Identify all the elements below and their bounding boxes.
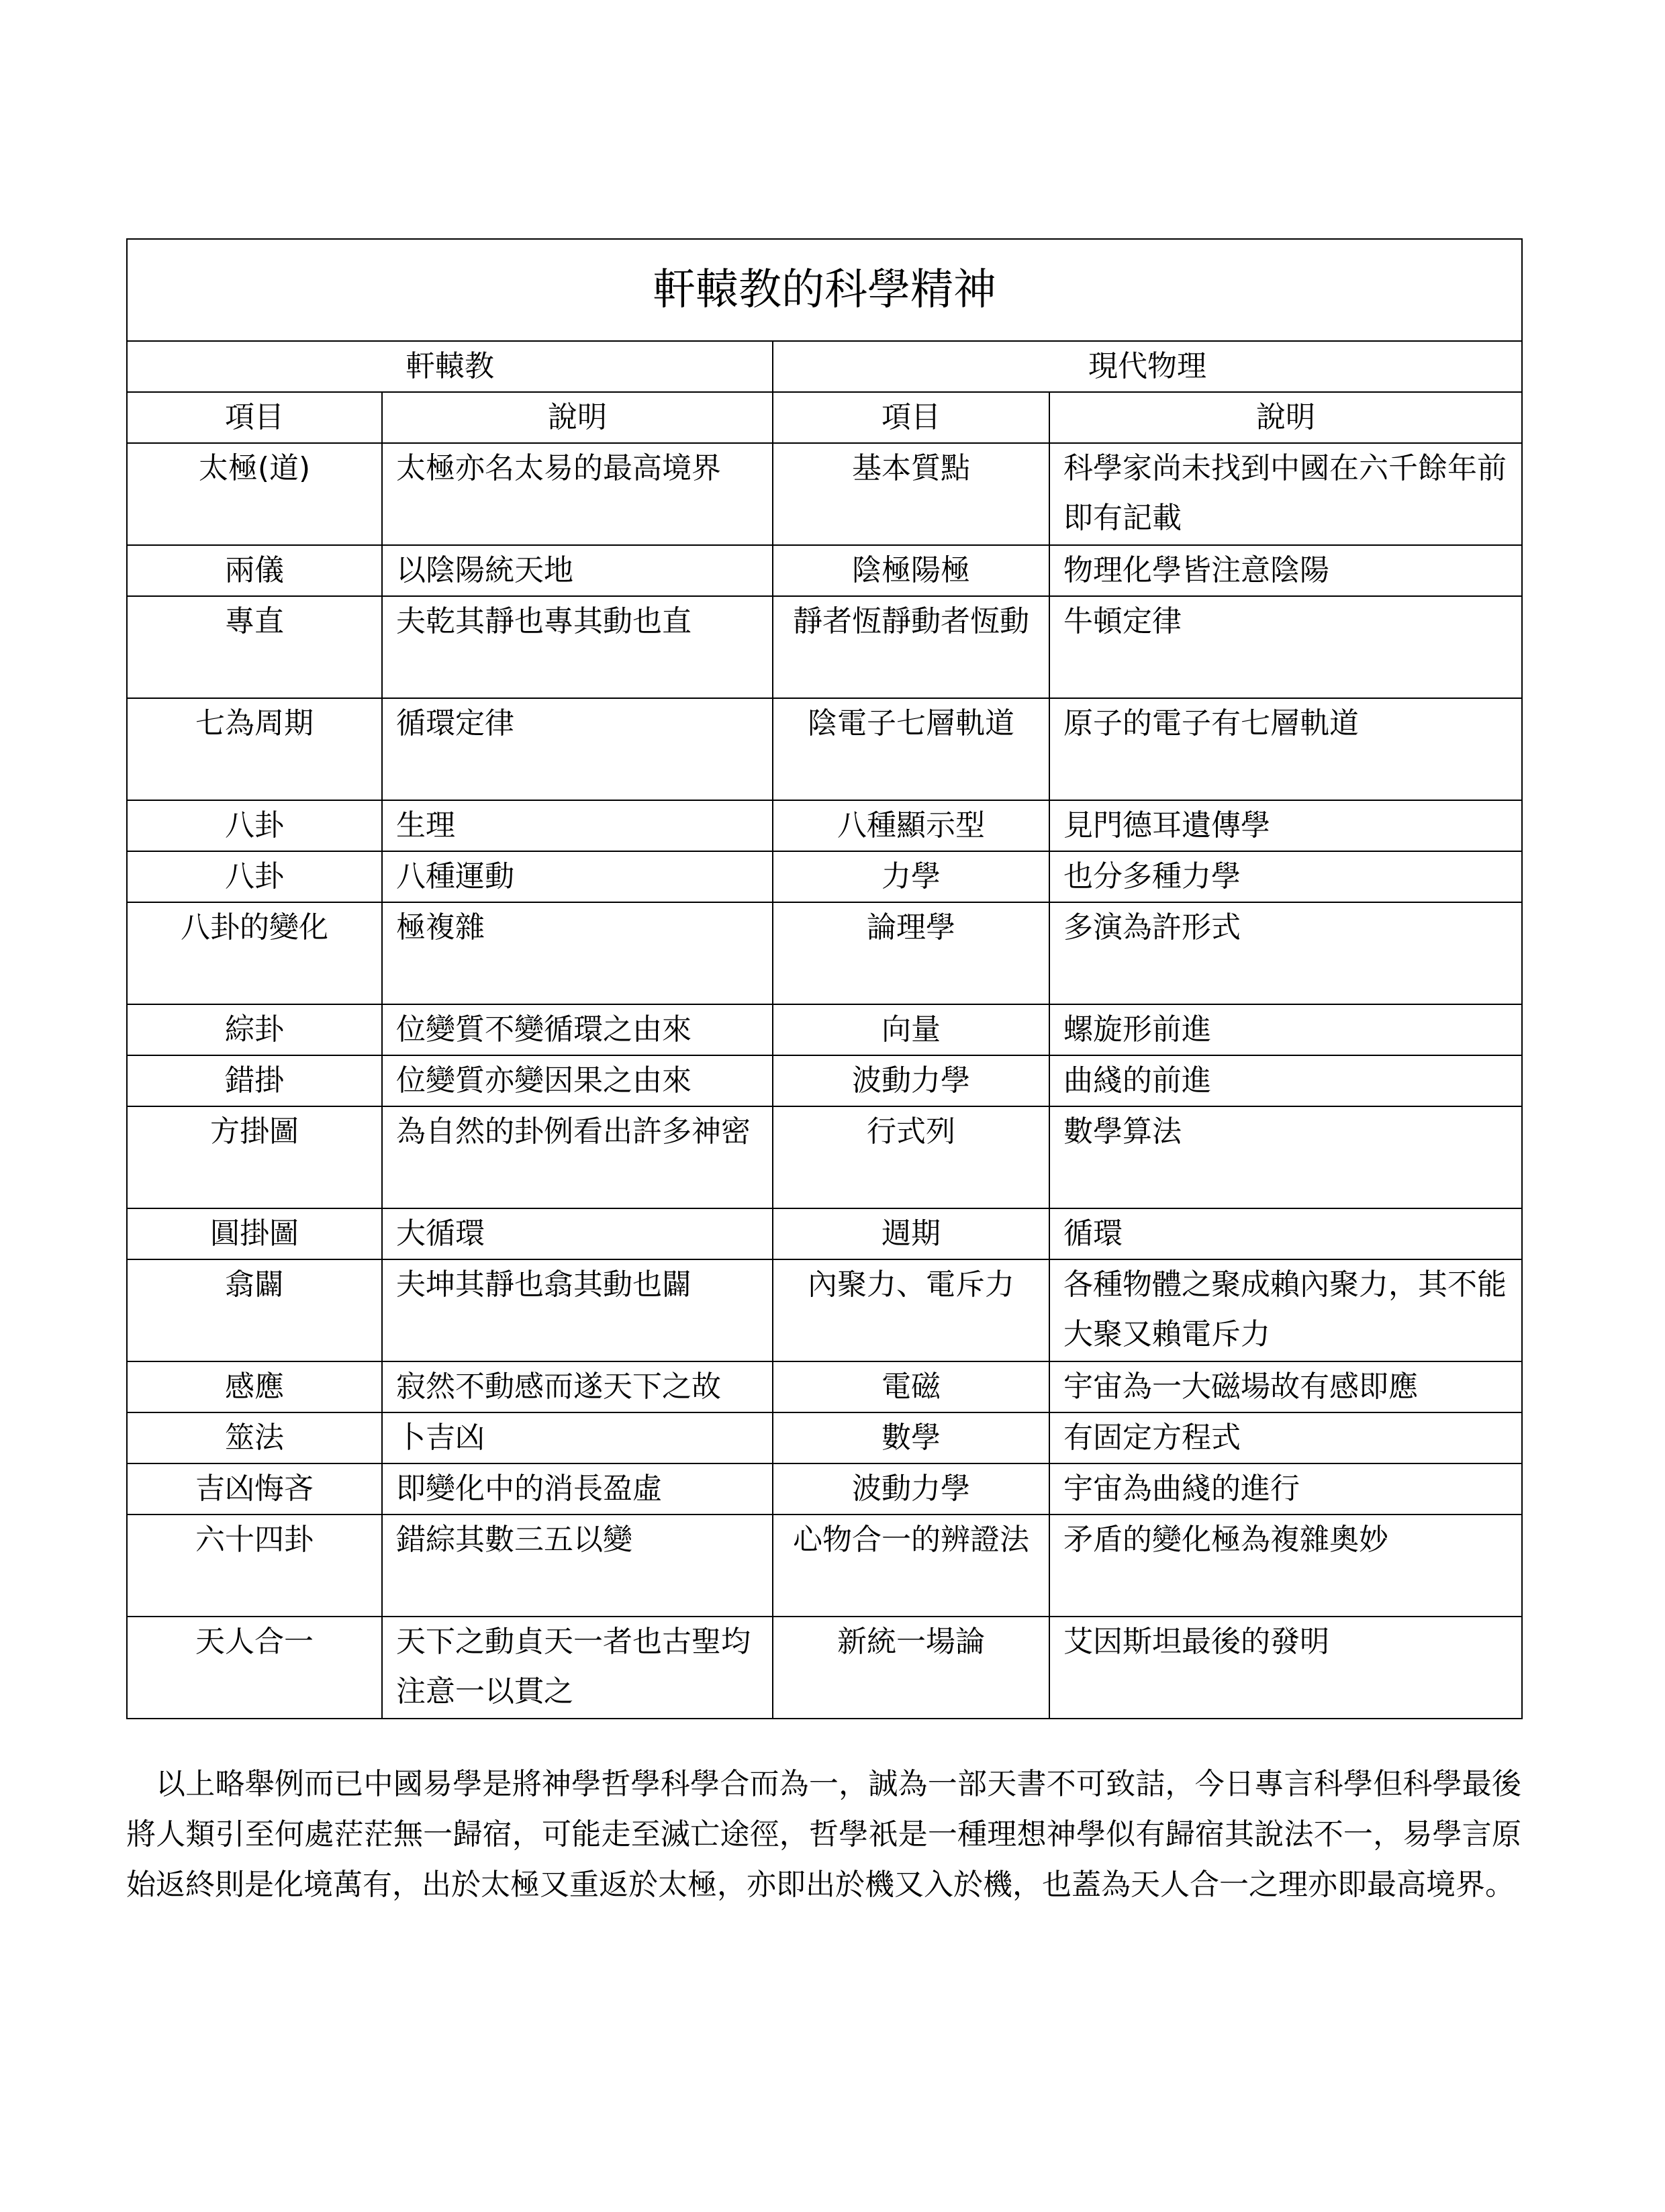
physics-description-cell: 曲綫的前進 (1049, 1055, 1522, 1106)
xuanyuan-description-cell: 位變質亦變因果之由來 (382, 1055, 773, 1106)
physics-item-cell: 基本質點 (773, 443, 1049, 545)
physics-description-cell: 也分多種力學 (1049, 851, 1522, 902)
physics-description-cell: 宇宙為一大磁場故有感即應 (1049, 1361, 1522, 1412)
xuanyuan-description-cell: 卜吉凶 (382, 1412, 773, 1463)
xuanyuan-item-cell: 天人合一 (127, 1617, 382, 1719)
physics-item-cell: 波動力學 (773, 1463, 1049, 1514)
table-row (127, 1514, 1522, 1617)
group-header-xuanyuan: 軒轅教 (127, 341, 773, 392)
xuanyuan-item-cell: 感應 (127, 1361, 382, 1412)
xuanyuan-item-cell: 八卦 (127, 800, 382, 851)
column-header-description: 說明 (1049, 392, 1522, 443)
table-row (127, 545, 1522, 596)
column-header-description: 說明 (382, 392, 773, 443)
body-paragraph: 以上略舉例而已中國易學是將神學哲學科學合而為一，誠為一部天書不可致詰，今日專言科學但科學最後將人類引至何處茫茫無一歸宿，可能走至滅亡途徑，哲學祇是一種理想神學似有歸宿其說法不一，易學言原始返終則是化境萬有，出於太極又重返於太極，亦即出於機又入於機，也蓋為天人合一之理亦即最高境界。 (126, 1767, 1521, 1902)
xuanyuan-description-cell: 循環定律 (382, 698, 773, 800)
physics-item-cell: 心物合一的辨證法 (773, 1514, 1049, 1617)
table-row (127, 1055, 1522, 1106)
column-header-item: 項目 (773, 392, 1049, 443)
table-row (127, 1259, 1522, 1361)
xuanyuan-description-cell: 大循環 (382, 1208, 773, 1259)
xuanyuan-item-cell: 錯掛 (127, 1055, 382, 1106)
physics-item-cell: 內聚力、電斥力 (773, 1259, 1049, 1361)
table-row (127, 1463, 1522, 1514)
physics-description-cell: 多演為許形式 (1049, 902, 1522, 1004)
table-row (127, 800, 1522, 851)
table-row (127, 1208, 1522, 1259)
xuanyuan-item-cell: 方掛圖 (127, 1106, 382, 1208)
table-row (127, 1106, 1522, 1208)
physics-item-cell: 陰電子七層軌道 (773, 698, 1049, 800)
xuanyuan-item-cell: 八卦 (127, 851, 382, 902)
table-row (127, 1004, 1522, 1055)
xuanyuan-item-cell: 吉凶悔吝 (127, 1463, 382, 1514)
table-row (127, 1361, 1522, 1412)
xuanyuan-description-cell: 夫坤其靜也翕其動也闢 (382, 1259, 773, 1361)
column-header-item: 項目 (127, 392, 382, 443)
table-title: 軒轅教的科學精神 (127, 239, 1522, 341)
xuanyuan-description-cell: 極複雜 (382, 902, 773, 1004)
xuanyuan-description-cell: 位變質不變循環之由來 (382, 1004, 773, 1055)
physics-item-cell: 波動力學 (773, 1055, 1049, 1106)
physics-description-cell: 各種物體之聚成賴內聚力，其不能大聚又賴電斥力 (1049, 1259, 1522, 1361)
physics-item-cell: 八種顯示型 (773, 800, 1049, 851)
physics-description-cell: 見門德耳遺傳學 (1049, 800, 1522, 851)
physics-description-cell: 螺旋形前進 (1049, 1004, 1522, 1055)
table-row (127, 851, 1522, 902)
xuanyuan-description-cell: 即變化中的消長盈虛 (382, 1463, 773, 1514)
xuanyuan-item-cell: 兩儀 (127, 545, 382, 596)
physics-description-cell: 宇宙為曲綫的進行 (1049, 1463, 1522, 1514)
table-row (127, 698, 1522, 800)
physics-description-cell: 物理化學皆注意陰陽 (1049, 545, 1522, 596)
table-row (127, 1617, 1522, 1719)
comparison-table (126, 238, 1523, 1719)
physics-description-cell: 艾因斯坦最後的發明 (1049, 1617, 1522, 1719)
physics-item-cell: 數學 (773, 1412, 1049, 1463)
xuanyuan-description-cell: 太極亦名太易的最高境界 (382, 443, 773, 545)
physics-item-cell: 力學 (773, 851, 1049, 902)
physics-item-cell: 靜者恆靜動者恆動 (773, 596, 1049, 698)
xuanyuan-description-cell: 生理 (382, 800, 773, 851)
xuanyuan-description-cell: 寂然不動感而遂天下之故 (382, 1361, 773, 1412)
xuanyuan-item-cell: 六十四卦 (127, 1514, 382, 1617)
physics-description-cell: 原子的電子有七層軌道 (1049, 698, 1522, 800)
xuanyuan-description-cell: 夫乾其靜也專其動也直 (382, 596, 773, 698)
physics-description-cell: 數學算法 (1049, 1106, 1522, 1208)
physics-item-cell: 陰極陽極 (773, 545, 1049, 596)
table-row (127, 443, 1522, 545)
physics-item-cell: 論理學 (773, 902, 1049, 1004)
xuanyuan-item-cell: 八卦的變化 (127, 902, 382, 1004)
physics-item-cell: 電磁 (773, 1361, 1049, 1412)
xuanyuan-item-cell: 太極(道) (127, 443, 382, 545)
physics-description-cell: 循環 (1049, 1208, 1522, 1259)
physics-item-cell: 行式列 (773, 1106, 1049, 1208)
xuanyuan-description-cell: 錯綜其數三五以變 (382, 1514, 773, 1617)
xuanyuan-description-cell: 天下之動貞天一者也古聖均注意一以貫之 (382, 1617, 773, 1719)
group-header-modern-physics: 現代物理 (773, 341, 1522, 392)
table-row (127, 902, 1522, 1004)
physics-item-cell: 週期 (773, 1208, 1049, 1259)
xuanyuan-item-cell: 綜卦 (127, 1004, 382, 1055)
physics-item-cell: 新統一場論 (773, 1617, 1049, 1719)
xuanyuan-item-cell: 圓掛圖 (127, 1208, 382, 1259)
xuanyuan-description-cell: 八種運動 (382, 851, 773, 902)
physics-item-cell: 向量 (773, 1004, 1049, 1055)
xuanyuan-item-cell: 翕闢 (127, 1259, 382, 1361)
xuanyuan-item-cell: 筮法 (127, 1412, 382, 1463)
physics-description-cell: 有固定方程式 (1049, 1412, 1522, 1463)
xuanyuan-item-cell: 專直 (127, 596, 382, 698)
table-row (127, 1412, 1522, 1463)
physics-description-cell: 科學家尚未找到中國在六千餘年前即有記載 (1049, 443, 1522, 545)
physics-description-cell: 矛盾的變化極為複雜奧妙 (1049, 1514, 1522, 1617)
xuanyuan-description-cell: 為自然的卦例看出許多神密 (382, 1106, 773, 1208)
xuanyuan-description-cell: 以陰陽統天地 (382, 545, 773, 596)
table-row (127, 596, 1522, 698)
physics-description-cell: 牛頓定律 (1049, 596, 1522, 698)
xuanyuan-item-cell: 七為周期 (127, 698, 382, 800)
